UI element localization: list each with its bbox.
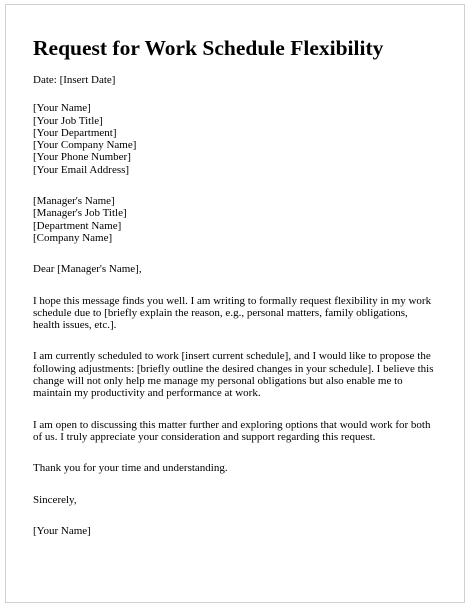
sender-address-block — [33, 102, 451, 176]
letter-title: Request for Work Schedule Flexibility — [33, 36, 384, 60]
paragraph-line: of us. I truly appreciate your consideration and support regarding this request. — [33, 430, 376, 443]
body-paragraph-3 — [33, 419, 451, 444]
paragraph-line: I am open to discussing this matter further and exploring options that would work for both — [33, 418, 431, 431]
sender-phone: [Your Phone Number] — [33, 151, 131, 164]
letter-date: Date: [Insert Date] — [33, 74, 116, 86]
paragraph-line: maintain my productivity and performance at work. — [33, 387, 261, 400]
letter-content — [33, 35, 451, 537]
paragraph-line: health issues, etc.]. — [33, 319, 117, 332]
sender-email: [Your Email Address] — [33, 163, 130, 176]
sender-department: [Your Department] — [33, 126, 117, 139]
paragraph-line: I hope this message finds you well. I am writing to formally request flexibility in my work — [33, 294, 432, 307]
paragraph-line: schedule due to [briefly explain the reason, e.g., personal matters, family obligations, — [33, 306, 408, 319]
salutation: Dear [Manager's Name], — [33, 263, 142, 276]
recipient-company: [Company Name] — [33, 231, 113, 244]
closing: Sincerely, — [33, 493, 77, 506]
sender-job-title: [Your Job Title] — [33, 114, 103, 127]
recipient-job-title: [Manager's Job Title] — [33, 207, 127, 220]
sender-company: [Your Company Name] — [33, 139, 137, 152]
body-paragraph-2 — [33, 350, 451, 399]
paragraph-line: following adjustments: [briefly outline the desired changes in your schedule]. I believe this — [33, 362, 434, 375]
body-paragraph-1 — [33, 295, 451, 332]
thank-you-line: Thank you for your time and understanding. — [33, 462, 228, 475]
recipient-department: [Department Name] — [33, 219, 122, 232]
signature-name: [Your Name] — [33, 524, 91, 537]
sender-name: [Your Name] — [33, 102, 91, 115]
paragraph-line: change will not only help me manage my personal obligations but also enable me to — [33, 375, 403, 388]
paragraph-line: I am currently scheduled to work [insert current schedule], and I would like to propose the — [33, 350, 431, 363]
recipient-name: [Manager's Name] — [33, 195, 115, 208]
recipient-address-block — [33, 195, 451, 244]
